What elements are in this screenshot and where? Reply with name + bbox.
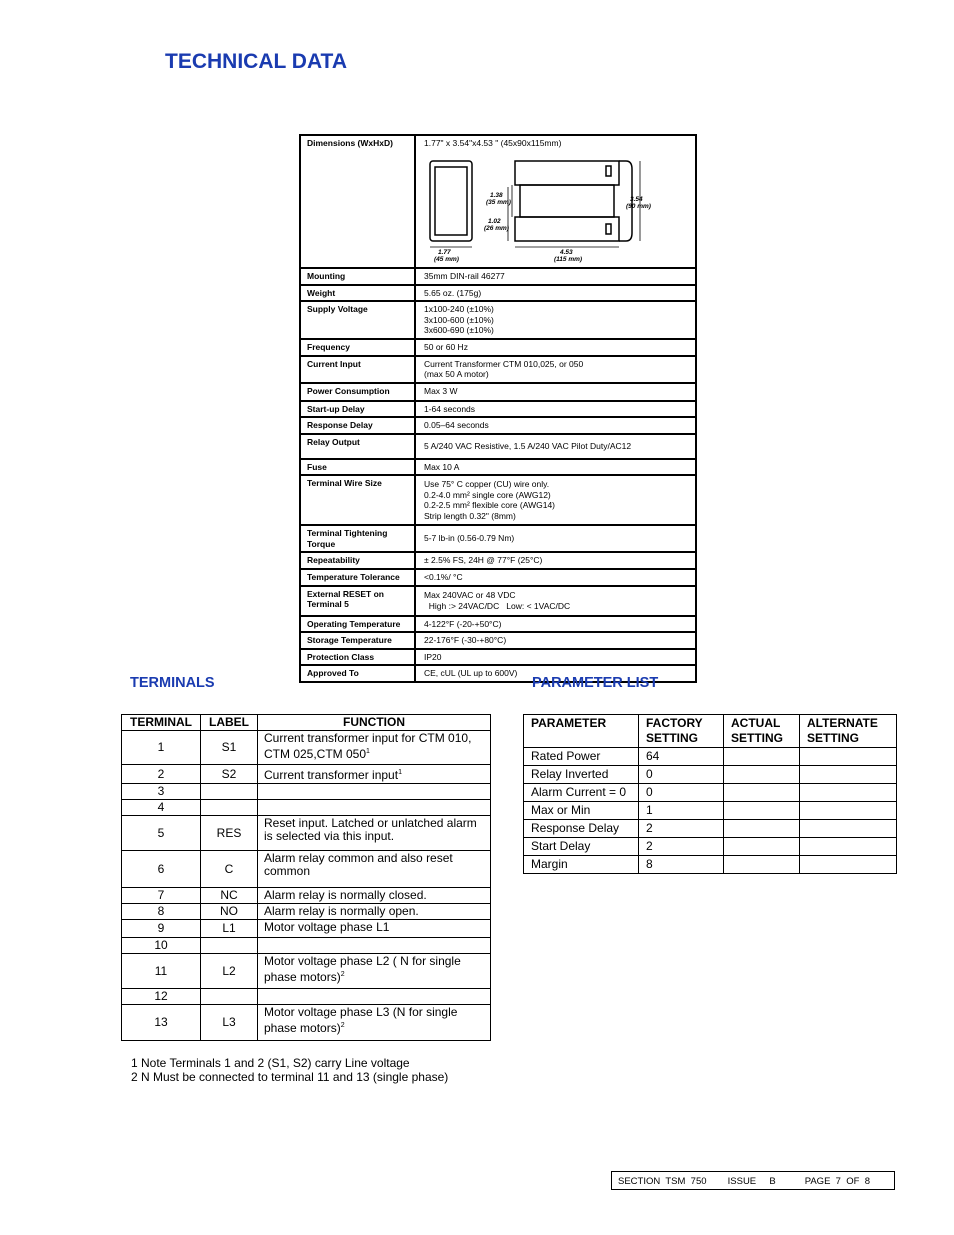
terminal-function [258, 765, 491, 784]
dim-label: (45 mm) [434, 255, 459, 263]
table-row [122, 989, 491, 1005]
spec-row [300, 459, 696, 476]
dim-label: 1.77 [438, 248, 451, 256]
dim-label: (35 mm) [486, 198, 511, 206]
spec-key: Relay Output [300, 434, 415, 459]
dim-label: 4.53 [560, 248, 573, 256]
table-row [524, 856, 897, 874]
parameter-name: Response Delay [524, 820, 639, 838]
spec-key: Repeatability [300, 552, 415, 569]
spec-value: 1x100-240 (±10%) 3x100-600 (±10%) 3x600-690 (±10%) [415, 301, 696, 339]
terminal-function [258, 954, 491, 989]
spec-value: Max 10 A [415, 459, 696, 476]
dim-label: (90 mm) [626, 202, 651, 210]
table-row [122, 920, 491, 938]
spec-value: Max 3 W [415, 383, 696, 401]
actual-setting [724, 784, 800, 802]
function-text: Current transformer input [264, 768, 399, 782]
spec-row [300, 552, 696, 569]
spec-row-dimensions [300, 135, 696, 268]
actual-setting [724, 748, 800, 766]
spec-row [300, 383, 696, 401]
spec-row [300, 268, 696, 285]
parameter-list-heading: PARAMETER LIST [532, 675, 659, 691]
terminal-function [258, 989, 491, 1005]
col-header: FUNCTION [258, 715, 491, 731]
spec-value: Use 75° C copper (CU) wire only. 0.2-4.0 mm² single core (AWG12) 0.2-2.5 mm² flexible core (AWG14) Strip length 0.32" (8mm) [415, 475, 696, 525]
terminal-function [258, 784, 491, 800]
terminal-function [258, 904, 491, 920]
terminal-label: L3 [201, 1005, 258, 1041]
factory-setting: 2 [639, 820, 724, 838]
terminal-number: 10 [122, 938, 201, 954]
terminal-number: 7 [122, 888, 201, 904]
spec-row [300, 649, 696, 666]
terminal-label: C [201, 851, 258, 888]
terminal-number: 1 [122, 731, 201, 765]
spec-value: Max 240VAC or 48 VDC High :> 24VAC/DC Low: < 1VAC/DC [415, 586, 696, 616]
actual-setting [724, 802, 800, 820]
actual-setting [724, 856, 800, 874]
parameter-name: Max or Min [524, 802, 639, 820]
spec-value: 1-64 seconds [415, 401, 696, 418]
terminal-number: 12 [122, 989, 201, 1005]
spec-key: Approved To [300, 665, 415, 682]
terminal-function [258, 920, 491, 938]
dim-label: 1.02 [488, 217, 501, 225]
alternate-setting [800, 820, 897, 838]
footnote: 2 N Must be connected to terminal 11 and 13 (single phase) [131, 1069, 449, 1084]
spec-row [300, 475, 696, 525]
terminal-function [258, 888, 491, 904]
spec-key: Start-up Delay [300, 401, 415, 418]
terminal-number: 3 [122, 784, 201, 800]
terminal-label [201, 784, 258, 800]
col-header: FACTORY SETTING [639, 715, 724, 748]
dim-label: (26 mm) [484, 224, 509, 232]
function-text: Alarm relay is normally closed. [264, 888, 427, 902]
spec-row [300, 417, 696, 434]
terminal-number: 11 [122, 954, 201, 989]
function-text: Alarm relay is normally open. [264, 904, 419, 918]
spec-key: Terminal Tightening Torque [300, 525, 415, 552]
spec-row [300, 339, 696, 356]
spec-key: Temperature Tolerance [300, 569, 415, 586]
factory-setting: 2 [639, 838, 724, 856]
spec-value: 50 or 60 Hz [415, 339, 696, 356]
col-header: PARAMETER [524, 715, 639, 748]
table-row [122, 888, 491, 904]
function-text: Motor voltage phase L2 ( N for single phase motors) [264, 954, 461, 984]
spec-key: Terminal Wire Size [300, 475, 415, 525]
factory-setting: 0 [639, 784, 724, 802]
terminal-label [201, 800, 258, 816]
function-text: Motor voltage phase L3 (N for single phase motors) [264, 1005, 458, 1035]
spec-row [300, 586, 696, 616]
alternate-setting [800, 856, 897, 874]
spec-row [300, 569, 696, 586]
terminal-function [258, 938, 491, 954]
terminal-number: 9 [122, 920, 201, 938]
parameter-name: Relay Inverted [524, 766, 639, 784]
dim-label: 1.38 [490, 191, 503, 199]
spec-key: Supply Voltage [300, 301, 415, 339]
table-row [524, 784, 897, 802]
alternate-setting [800, 838, 897, 856]
footnote-marker: 2 [340, 1022, 345, 1029]
spec-key: Frequency [300, 339, 415, 356]
spec-value: 35mm DIN-rail 46277 [415, 268, 696, 285]
actual-setting [724, 820, 800, 838]
terminal-number: 13 [122, 1005, 201, 1041]
function-text: Reset input. Latched or unlatched alarm is selected via this input. [264, 816, 477, 843]
spec-key: Response Delay [300, 417, 415, 434]
table-row [524, 748, 897, 766]
factory-setting: 64 [639, 748, 724, 766]
dim-label: 3.54 [630, 195, 643, 203]
spec-key: Current Input [300, 356, 415, 383]
table-row [122, 765, 491, 784]
spec-value: 5 A/240 VAC Resistive, 1.5 A/240 VAC Pilot Duty/AC12 [415, 434, 696, 459]
col-header: ACTUAL SETTING [724, 715, 800, 748]
table-row [122, 800, 491, 816]
terminal-number: 6 [122, 851, 201, 888]
spec-value: ± 2.5% FS, 24H @ 77°F (25°C) [415, 552, 696, 569]
terminal-label: L1 [201, 920, 258, 938]
terminal-label: S1 [201, 731, 258, 765]
actual-setting [724, 766, 800, 784]
spec-key: Protection Class [300, 649, 415, 666]
col-header: TERMINAL [122, 715, 201, 731]
alternate-setting [800, 802, 897, 820]
spec-value: IP20 [415, 649, 696, 666]
spec-value: 22-176°F (-30-+80°C) [415, 632, 696, 649]
terminal-label: NO [201, 904, 258, 920]
terminal-number: 4 [122, 800, 201, 816]
terminal-label [201, 989, 258, 1005]
spec-value: CE, cUL (UL up to 600V) [415, 665, 696, 682]
footnote-marker: 2 [340, 971, 345, 978]
spec-value: 5-7 lb-in (0.56-0.79 Nm) [415, 525, 696, 552]
dim-label: (115 mm) [554, 255, 583, 263]
actual-setting [724, 838, 800, 856]
spec-key: Weight [300, 285, 415, 302]
spec-row [300, 632, 696, 649]
terminal-number: 5 [122, 816, 201, 851]
spec-key: Mounting [300, 268, 415, 285]
table-row [122, 731, 491, 765]
spec-value: 1.77" x 3.54"x4.53 " (45x90x115mm) [424, 138, 562, 148]
terminal-function [258, 1005, 491, 1041]
table-row [122, 851, 491, 888]
spec-value: Current Transformer CTM 010,025, or 050 (max 50 A motor) [415, 356, 696, 383]
table-row [122, 1005, 491, 1041]
spec-value: 4-122°F (-20-+50°C) [415, 616, 696, 633]
alternate-setting [800, 784, 897, 802]
spec-value-dimensions [415, 135, 696, 268]
spec-value: 5.65 oz. (175g) [415, 285, 696, 302]
parameter-name: Start Delay [524, 838, 639, 856]
factory-setting: 1 [639, 802, 724, 820]
spec-row [300, 401, 696, 418]
spec-row [300, 301, 696, 339]
table-row [524, 766, 897, 784]
terminal-label: L2 [201, 954, 258, 989]
spec-key: Operating Temperature [300, 616, 415, 633]
col-header: LABEL [201, 715, 258, 731]
table-row [524, 802, 897, 820]
footnote-marker: 1 [398, 769, 402, 776]
terminal-notes [131, 1057, 448, 1084]
terminal-function [258, 816, 491, 851]
terminal-label [201, 938, 258, 954]
table-row [122, 904, 491, 920]
table-row [122, 938, 491, 954]
terminal-number: 8 [122, 904, 201, 920]
function-text: Current transformer input for CTM 010, CTM 025,CTM 050 [264, 731, 472, 761]
function-text: Motor voltage phase L1 [264, 920, 390, 934]
terminal-label: NC [201, 888, 258, 904]
factory-setting: 8 [639, 856, 724, 874]
table-row [122, 816, 491, 851]
spec-row [300, 434, 696, 459]
col-header: ALTERNATE SETTING [800, 715, 897, 748]
spec-row [300, 525, 696, 552]
terminal-label: S2 [201, 765, 258, 784]
terminal-function [258, 800, 491, 816]
parameter-name: Rated Power [524, 748, 639, 766]
spec-value: <0.1%/ °C [415, 569, 696, 586]
terminal-function [258, 731, 491, 765]
terminals-table [121, 714, 491, 1041]
table-row [122, 954, 491, 989]
alternate-setting [800, 766, 897, 784]
function-text: Alarm relay common and also reset common [264, 851, 453, 878]
factory-setting: 0 [639, 766, 724, 784]
terminal-label: RES [201, 816, 258, 851]
technical-data-table [299, 134, 697, 683]
spec-row [300, 356, 696, 383]
spec-key: Fuse [300, 459, 415, 476]
footnote-marker: 1 [366, 748, 370, 755]
parameter-name: Alarm Current = 0 [524, 784, 639, 802]
table-row [122, 784, 491, 800]
table-row [524, 838, 897, 856]
parameter-name: Margin [524, 856, 639, 874]
spec-row [300, 616, 696, 633]
spec-key: External RESET on Terminal 5 [300, 586, 415, 616]
spec-value: 0.05–64 seconds [415, 417, 696, 434]
alternate-setting [800, 748, 897, 766]
terminal-number: 2 [122, 765, 201, 784]
table-row [524, 820, 897, 838]
spec-key: Dimensions (WxHxD) [300, 135, 415, 268]
page-footer: SECTION TSM 750 ISSUE B PAGE 7 OF 8 [611, 1171, 895, 1190]
parameter-list-table [523, 714, 897, 874]
spec-key: Storage Temperature [300, 632, 415, 649]
terminal-function [258, 851, 491, 888]
spec-row [300, 285, 696, 302]
dimension-drawing [424, 157, 664, 265]
spec-key: Power Consumption [300, 383, 415, 401]
terminals-heading: TERMINALS [130, 675, 215, 691]
page-title: TECHNICAL DATA [165, 50, 347, 73]
footnote: 1 Note Terminals 1 and 2 (S1, S2) carry Line voltage [131, 1056, 410, 1070]
